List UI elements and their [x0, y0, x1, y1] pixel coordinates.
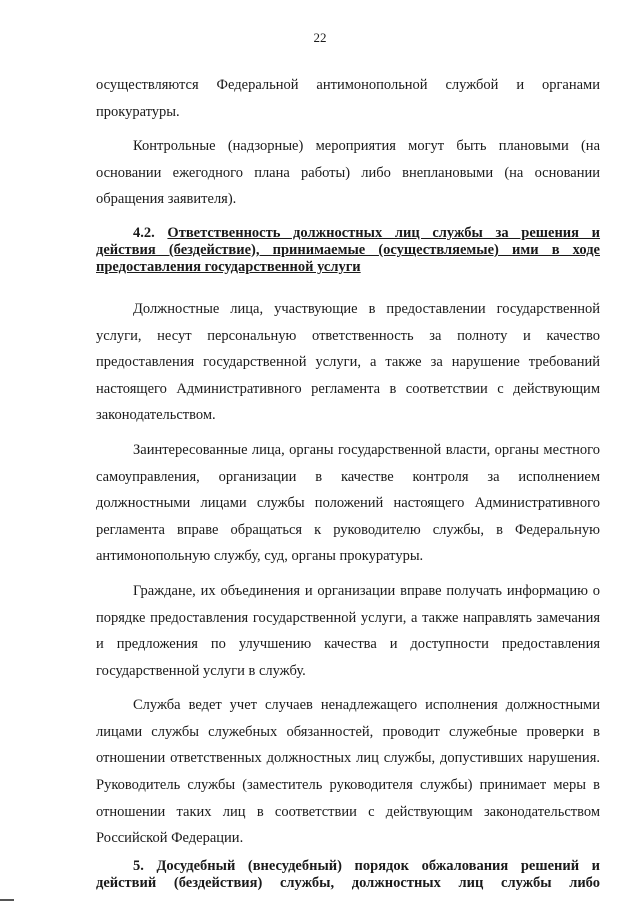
- page-number: 22: [313, 30, 327, 45]
- section-heading-4-2: [96, 225, 600, 276]
- section-title: Досудебный (внесудебный) порядок обжалования решений и действий (бездействия) службы, должностных лиц службы либо: [96, 857, 600, 891]
- section-number: 4.2.: [133, 224, 155, 241]
- document-body: [96, 72, 600, 892]
- paragraph-interested-parties: Заинтересованные лица, органы государственной власти, органы местного самоуправления, организации в качестве контроля за исполнением должностными лицами службы положений настоящего Административного регламента вправе обращаться к руководителю службы, в Федеральную антимонопольную службу, суд, органы прокуратуры.: [96, 441, 600, 565]
- section-title: Ответственность должностных лиц службы за решения и действия (бездействие), принимаемые (осуществляемые) ими в ходе предоставления государственной услуги: [96, 224, 601, 275]
- section-heading-5: [96, 858, 600, 892]
- paragraph-control-events: Контрольные (надзорные) мероприятия могут быть плановыми (на основании ежегодного плана работы) либо внеплановыми (на основании обращения заявителя).: [96, 138, 600, 208]
- paragraph-service-records: Служба ведет учет случаев ненадлежащего исполнения должностными лицами службы служебных обязанностей, проводит служебные проверки в отношении ответственных должностных лиц службы, допустивших нарушения. Руководитель службы (заместитель руководителя службы) принимает меры в отношении таких лиц в соответствии с действующим законодательством Российской Федерации.: [96, 697, 600, 847]
- section-number: 5.: [133, 857, 144, 874]
- paragraph-officials-responsibility: Должностные лица, участвующие в предоставлении государственной услуги, несут персональную ответственность за полноту и качество предоставления государственной услуги, а также за нарушение требований настоящего Административного регламента в соответствии с действующим законодательством.: [96, 300, 600, 424]
- scan-mark: [0, 899, 14, 901]
- paragraph-citizens-rights: Граждане, их объединения и организации вправе получать информацию о порядке предоставления государственной услуги, а также направлять замечания и предложения по улучшению качества и доступности предоставления государственной услуги в службу.: [96, 582, 600, 679]
- paragraph-continuation: осуществляются Федеральной антимонопольной службой и органами прокуратуры.: [96, 77, 600, 120]
